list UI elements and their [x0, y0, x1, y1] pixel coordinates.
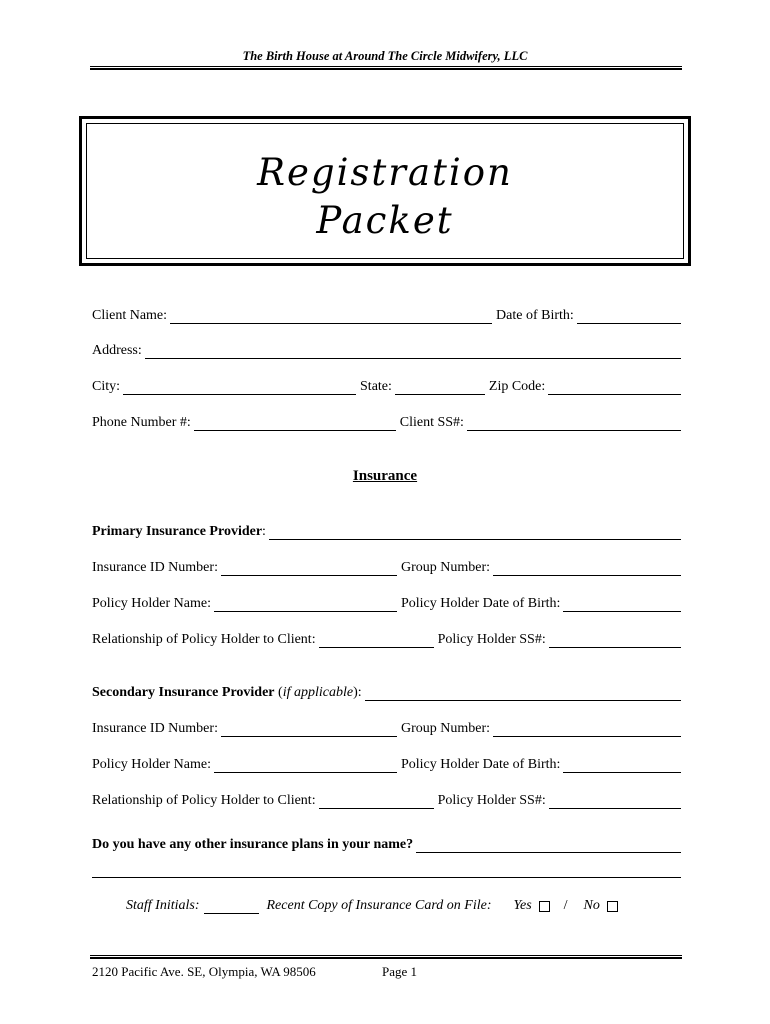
staff-initials-field[interactable] — [204, 900, 259, 914]
staff-initials-label: Staff Initials: — [126, 898, 200, 913]
other-insurance-field[interactable] — [416, 839, 681, 853]
header-rule — [90, 66, 682, 70]
primary-id-row — [92, 558, 681, 576]
other-insurance-extra-line[interactable] — [92, 877, 681, 878]
primary-provider-row — [92, 522, 681, 540]
yes-checkbox[interactable] — [539, 901, 550, 912]
document-header: The Birth House at Around The Circle Midwifery, LLC — [242, 49, 528, 63]
client-name-row — [92, 306, 681, 324]
secondary-provider-field[interactable] — [365, 687, 681, 701]
primary-relationship-field[interactable] — [319, 634, 434, 648]
document-title — [82, 149, 688, 245]
primary-id-field[interactable] — [221, 562, 397, 576]
primary-holder-dob-field[interactable] — [563, 598, 681, 612]
address-field[interactable] — [145, 345, 681, 359]
other-insurance-row — [92, 835, 681, 853]
secondary-id-row — [92, 719, 681, 737]
client-name-field[interactable] — [170, 310, 492, 324]
secondary-group-label: Group Number: — [400, 721, 490, 736]
city-label: City: — [92, 379, 121, 394]
secondary-holder-dob-label: Policy Holder Date of Birth: — [400, 757, 561, 772]
title-line-2: Packet — [316, 199, 454, 242]
card-on-file-label: Recent Copy of Insurance Card on File: — [266, 898, 492, 913]
secondary-provider-label: Secondary Insurance Provider — [92, 685, 275, 700]
address-row — [92, 341, 681, 359]
secondary-note: if applicable — [282, 685, 354, 700]
dob-label: Date of Birth: — [496, 308, 574, 323]
staff-row — [126, 896, 618, 914]
client-ssn-label: Client SS#: — [399, 415, 464, 430]
yes-no-slash: / — [563, 898, 568, 913]
secondary-note-close: ): — [353, 685, 362, 700]
client-name-label: Client Name: — [92, 308, 168, 323]
city-row — [92, 377, 681, 395]
no-checkbox[interactable] — [607, 901, 618, 912]
phone-field[interactable] — [194, 417, 396, 431]
secondary-id-label: Insurance ID Number: — [92, 721, 218, 736]
secondary-holder-name-label: Policy Holder Name: — [92, 757, 211, 772]
primary-provider-label: Primary Insurance Provider — [92, 524, 263, 539]
secondary-relationship-row — [92, 791, 681, 809]
address-label: Address: — [92, 343, 142, 358]
secondary-relationship-field[interactable] — [319, 795, 434, 809]
primary-group-field[interactable] — [493, 562, 681, 576]
primary-holder-row — [92, 594, 681, 612]
primary-holder-name-label: Policy Holder Name: — [92, 596, 211, 611]
secondary-relationship-label: Relationship of Policy Holder to Client: — [92, 793, 316, 808]
title-line-1: Registration — [257, 151, 513, 194]
secondary-holder-name-field[interactable] — [214, 759, 397, 773]
title-box — [79, 116, 691, 266]
secondary-note-open: ( — [274, 685, 283, 700]
primary-holder-dob-label: Policy Holder Date of Birth: — [400, 596, 561, 611]
city-field[interactable] — [123, 381, 356, 395]
secondary-holder-dob-field[interactable] — [563, 759, 681, 773]
dob-field[interactable] — [577, 310, 681, 324]
secondary-id-field[interactable] — [221, 723, 397, 737]
phone-label: Phone Number #: — [92, 415, 191, 430]
footer — [92, 964, 418, 980]
secondary-group-field[interactable] — [493, 723, 681, 737]
primary-group-label: Group Number: — [400, 560, 490, 575]
secondary-holder-ssn-field[interactable] — [549, 795, 681, 809]
primary-holder-name-field[interactable] — [214, 598, 397, 612]
secondary-holder-row — [92, 755, 681, 773]
primary-relationship-row — [92, 630, 681, 648]
secondary-provider-row — [92, 683, 681, 701]
primary-holder-ssn-field[interactable] — [549, 634, 681, 648]
footer-rule — [90, 955, 682, 959]
secondary-holder-ssn-label: Policy Holder SS#: — [437, 793, 546, 808]
primary-relationship-label: Relationship of Policy Holder to Client: — [92, 632, 316, 647]
state-label: State: — [360, 379, 392, 394]
zip-field[interactable] — [548, 381, 681, 395]
page-number: Page 1 — [382, 964, 418, 979]
phone-row — [92, 413, 681, 431]
primary-provider-field[interactable] — [269, 526, 681, 540]
client-ssn-field[interactable] — [467, 417, 681, 431]
primary-holder-ssn-label: Policy Holder SS#: — [437, 632, 546, 647]
other-insurance-question: Do you have any other insurance plans in your name? — [92, 837, 414, 852]
no-label: No — [583, 898, 600, 913]
zip-label: Zip Code: — [488, 379, 546, 394]
state-field[interactable] — [395, 381, 485, 395]
primary-id-label: Insurance ID Number: — [92, 560, 218, 575]
primary-provider-colon: : — [262, 524, 266, 539]
insurance-section-title: Insurance — [352, 468, 418, 484]
yes-label: Yes — [513, 898, 532, 913]
footer-address: 2120 Pacific Ave. SE, Olympia, WA 98506 — [92, 964, 316, 979]
